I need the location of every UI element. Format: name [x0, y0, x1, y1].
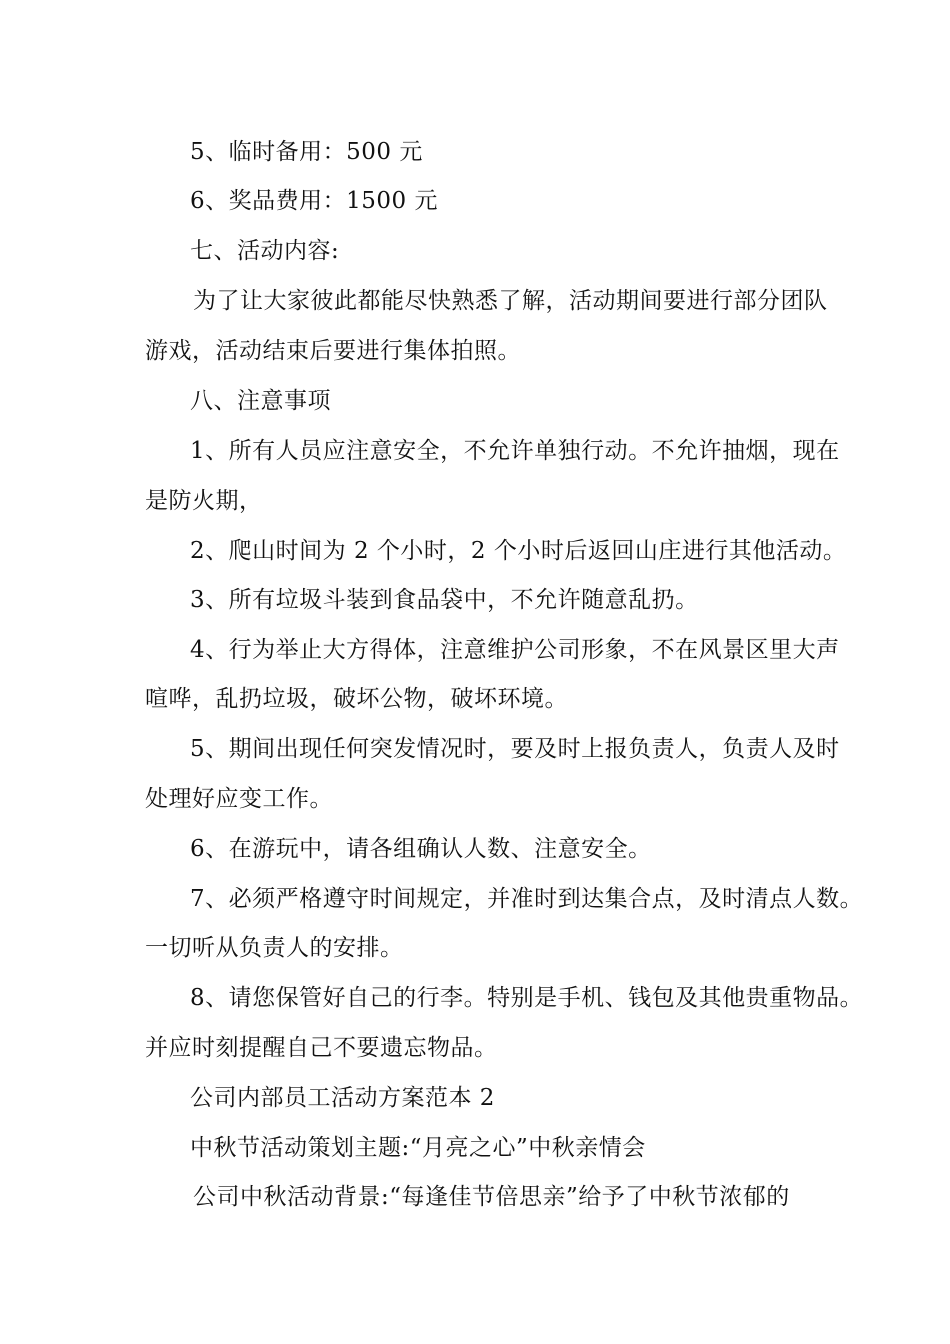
paragraph-line: 4、行为举止大方得体，注意维护公司形象，不在风景区里大声: [190, 637, 840, 663]
paragraph-line: 游戏，活动结束后要进行集体拍照。: [145, 338, 521, 364]
paragraph-line: 公司中秋活动背景:“每逢佳节倍思亲”给予了中秋节浓郁的: [193, 1184, 790, 1210]
paragraph-line: 是防火期，: [145, 488, 263, 514]
section-heading: 八、注意事项: [190, 388, 331, 414]
paragraph-line: 5、临时备用：500 元: [190, 139, 423, 165]
paragraph-line: 6、在游玩中，请各组确认人数、注意安全。: [190, 836, 652, 862]
section-title: 公司内部员工活动方案范本 2: [190, 1085, 495, 1111]
paragraph-line: 为了让大家彼此都能尽快熟悉了解，活动期间要进行部分团队: [193, 288, 828, 314]
paragraph-line: 中秋节活动策划主题:“月亮之心”中秋亲情会: [190, 1135, 646, 1161]
paragraph-line: 6、奖品费用：1500 元: [190, 188, 438, 214]
paragraph-line: 喧哗，乱扔垃圾，破坏公物，破坏环境。: [145, 686, 568, 712]
paragraph-line: 1、所有人员应注意安全，不允许单独行动。不允许抽烟，现在: [190, 438, 840, 464]
paragraph-line: 7、必须严格遵守时间规定，并准时到达集合点，及时清点人数。: [190, 886, 864, 912]
paragraph-line: 2、爬山时间为 2 个小时，2 个小时后返回山庄进行其他活动。: [190, 538, 847, 564]
paragraph-line: 5、期间出现任何突发情况时，要及时上报负责人，负责人及时: [190, 736, 840, 762]
paragraph-line: 并应时刻提醒自己不要遗忘物品。: [145, 1035, 498, 1061]
paragraph-line: 3、所有垃圾斗装到食品袋中，不允许随意乱扔。: [190, 587, 699, 613]
paragraph-line: 处理好应变工作。: [145, 786, 333, 812]
paragraph-line: 一切听从负责人的安排。: [145, 935, 404, 961]
section-heading: 七、活动内容:: [190, 238, 340, 264]
paragraph-line: 8、请您保管好自己的行李。特别是手机、钱包及其他贵重物品。: [190, 985, 864, 1011]
